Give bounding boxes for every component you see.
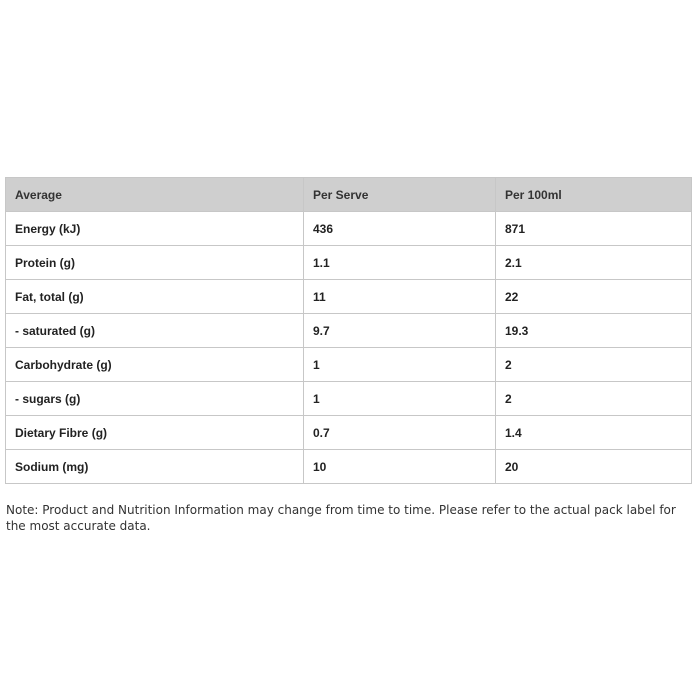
nutrition-table — [5, 177, 692, 484]
per-100ml-value: 1.4 — [496, 416, 692, 450]
nutrient-name: Carbohydrate (g) — [6, 348, 304, 382]
per-serve-value: 436 — [304, 212, 496, 246]
table-row — [6, 382, 692, 416]
nutrient-name: Energy (kJ) — [6, 212, 304, 246]
per-100ml-value: 2 — [496, 382, 692, 416]
nutrient-name: Dietary Fibre (g) — [6, 416, 304, 450]
per-serve-value: 1.1 — [304, 246, 496, 280]
nutrient-name: - saturated (g) — [6, 314, 304, 348]
nutrient-name: Fat, total (g) — [6, 280, 304, 314]
table-row — [6, 212, 692, 246]
table-row — [6, 246, 692, 280]
nutrition-panel — [5, 177, 691, 484]
header-average: Average — [6, 178, 304, 212]
per-100ml-value: 22 — [496, 280, 692, 314]
header-per-serve: Per Serve — [304, 178, 496, 212]
per-serve-value: 10 — [304, 450, 496, 484]
nutrient-name: Sodium (mg) — [6, 450, 304, 484]
table-row — [6, 314, 692, 348]
table-row — [6, 416, 692, 450]
table-header-row — [6, 178, 692, 212]
per-serve-value: 0.7 — [304, 416, 496, 450]
per-100ml-value: 2.1 — [496, 246, 692, 280]
per-serve-value: 9.7 — [304, 314, 496, 348]
nutrient-name: - sugars (g) — [6, 382, 304, 416]
table-row — [6, 280, 692, 314]
per-100ml-value: 19.3 — [496, 314, 692, 348]
per-serve-value: 1 — [304, 348, 496, 382]
table-row — [6, 450, 692, 484]
header-per-100ml: Per 100ml — [496, 178, 692, 212]
per-100ml-value: 2 — [496, 348, 692, 382]
per-100ml-value: 871 — [496, 212, 692, 246]
nutrient-name: Protein (g) — [6, 246, 304, 280]
per-serve-value: 11 — [304, 280, 496, 314]
per-100ml-value: 20 — [496, 450, 692, 484]
table-row — [6, 348, 692, 382]
per-serve-value: 1 — [304, 382, 496, 416]
disclaimer-note: Note: Product and Nutrition Information may change from time to time. Please refer to the actual pack label for the most accurate data. — [6, 503, 676, 533]
